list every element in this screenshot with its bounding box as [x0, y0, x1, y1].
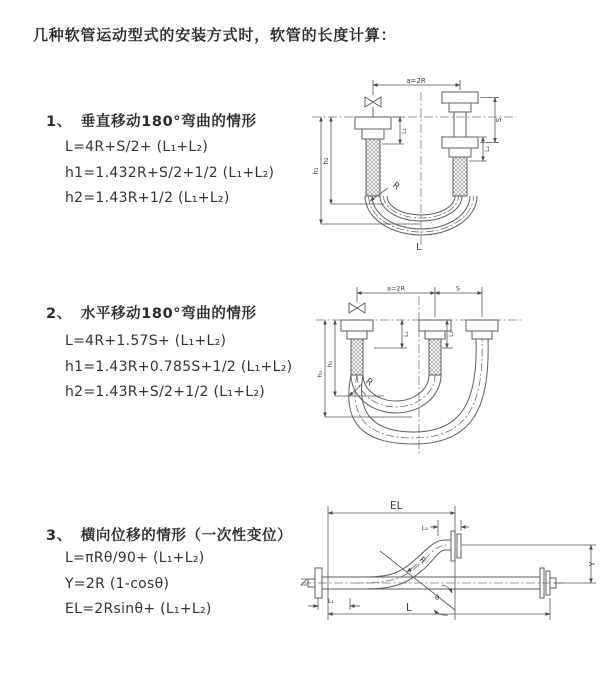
section-3-formula-EL: EL=2Rsinθ+ (L₁+L₂) [65, 601, 212, 617]
hose-assembly [308, 531, 556, 598]
left-union-nut [362, 129, 384, 139]
dim-label-l2: L₂ [448, 331, 455, 337]
length-label: L [416, 242, 422, 253]
dim-label-y: Y [588, 561, 597, 567]
section-2-formula-h1: h1=1.43R+0.785S+1/2 (L₁+L₂) [65, 359, 293, 375]
dimension-lines [308, 506, 596, 620]
middle-flange [419, 320, 451, 331]
hose-top-edge [365, 540, 445, 577]
dim-label-l2: L₂ [484, 146, 491, 152]
section-1-title: 垂直移动180°弯曲的情形 [80, 114, 257, 130]
section-2-number: 2、 [46, 306, 72, 322]
right-upper-nut [449, 103, 471, 112]
section-1-heading [46, 110, 257, 131]
angle-label: θ [435, 594, 440, 602]
right-upper-flange [442, 92, 478, 103]
dim-label-h1: h₁ [316, 370, 324, 378]
middle-braid [429, 339, 441, 375]
section-3-formula-L: L=πRθ/90+ (L₁+L₂) [65, 550, 205, 566]
dim-label-l2: L₂ [421, 524, 428, 532]
section-3-number: 3、 [46, 528, 72, 544]
dim-label-el: EL [390, 500, 403, 512]
dim-label-a2r: a=2R [406, 77, 426, 85]
left-flange [341, 320, 373, 331]
dim-label-h1: h₁ [312, 167, 320, 175]
section-3-heading [46, 524, 292, 545]
valve-icon [349, 303, 365, 313]
right-flange [466, 320, 498, 331]
section-2-title: 水平移动180°弯曲的情形 [80, 306, 257, 322]
left-flange [355, 117, 391, 129]
radius-label: R [417, 555, 428, 566]
dim-label-a2r: a=2R [386, 284, 406, 293]
left-braid [366, 139, 380, 196]
section-1-number: 1、 [46, 114, 72, 130]
break-symbol [301, 579, 307, 585]
right-lower-nut [449, 148, 471, 157]
section-1-formula-h1: h1=1.432R+S/2+1/2 (L₁+L₂) [65, 165, 275, 181]
dim-label-l: L [406, 602, 412, 614]
dim-label-h2: h₂ [322, 157, 330, 165]
section-2-formula-L: L=4R+1.57S+ (L₁+L₂) [65, 333, 227, 349]
right-union-nut [472, 331, 492, 339]
radius-label: R [363, 376, 375, 389]
diagram-3-labels [328, 500, 597, 614]
dim-label-l1: L₁ [328, 598, 334, 605]
diagram-horizontal-180-bend [312, 282, 564, 464]
right-braid [453, 157, 467, 196]
section-3-title: 横向位移的情形（一次性变位） [80, 528, 293, 544]
section-1-formula-h2: h2=1.43R+1/2 (L₁+L₂) [65, 190, 230, 206]
dim-label-s: S [455, 284, 461, 293]
left-union-nut [347, 331, 367, 339]
dim-label-l1: L₁ [403, 331, 410, 337]
dim-label-s: S [495, 117, 503, 123]
middle-union-nut [425, 331, 445, 339]
dim-label-l1: L₁ [401, 128, 408, 134]
top-flange-plate [451, 531, 455, 561]
hose-assembly [355, 92, 478, 235]
dim-label-h2: h₂ [326, 360, 334, 368]
construction-lines [301, 506, 455, 620]
diagram-vertical-180-bend [308, 74, 566, 258]
valve-icon [365, 97, 381, 117]
radius-label: R [390, 180, 402, 193]
dimension-lines [321, 80, 499, 224]
centerlines [312, 92, 516, 248]
top-flange-plate-2 [457, 534, 461, 558]
page-title: 几种软管运动型式的安装方式时，软管的长度计算： [33, 26, 397, 44]
right-lower-flange [442, 137, 478, 148]
section-2-formula-h2: h2=1.43R+S/2+1/2 (L₁+L₂) [65, 384, 266, 400]
section-2-heading [46, 302, 257, 323]
diagram-lateral-displacement [298, 494, 600, 662]
left-braid [351, 339, 363, 375]
section-1-formula-L: L=4R+S/2+ (L₁+L₂) [65, 139, 209, 155]
section-3-formula-Y: Y=2R (1-cosθ) [65, 576, 170, 592]
